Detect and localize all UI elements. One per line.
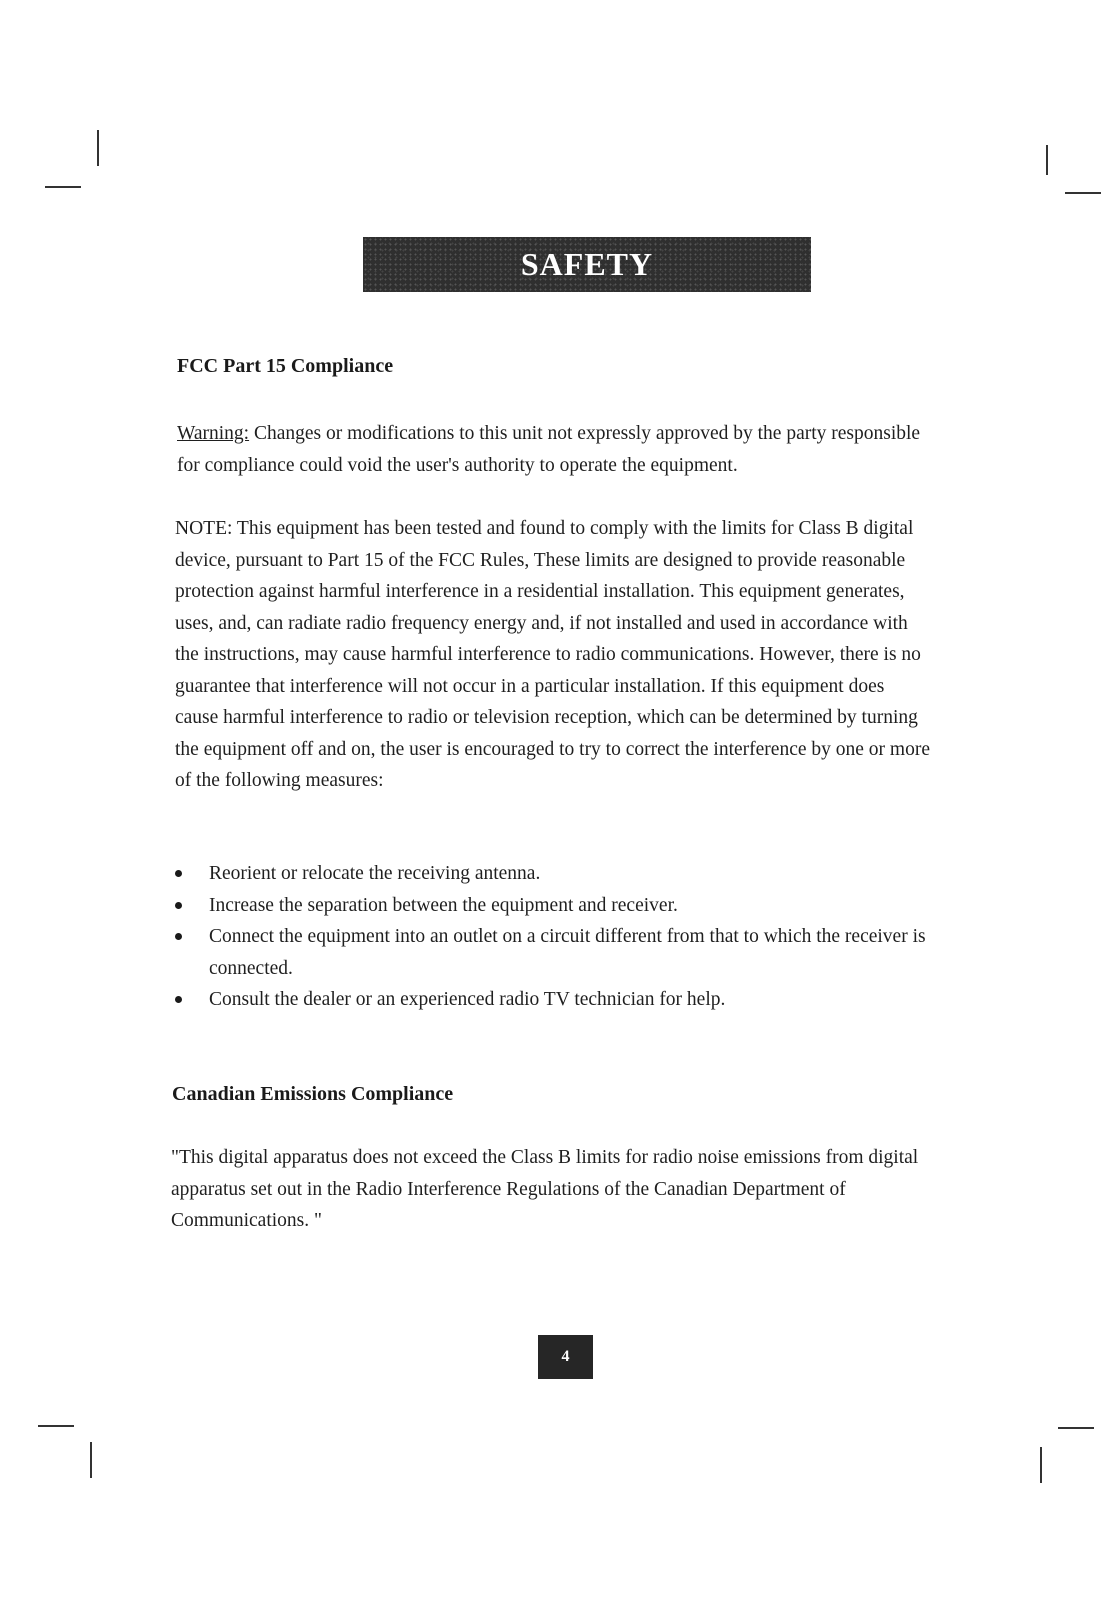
measure-text: Consult the dealer or an experienced radio TV technician for help. <box>209 989 726 1010</box>
crop-mark-top-right-horizontal <box>1065 192 1101 194</box>
crop-mark-top-right-vertical <box>1046 145 1048 175</box>
measure-text: Connect the equipment into an outlet on a circuit different from that to which the receiver is connected. <box>209 926 926 979</box>
fcc-heading: FCC Part 15 Compliance <box>177 355 394 377</box>
measure-text: Reorient or relocate the receiving antenna. <box>209 863 541 884</box>
bullet-icon <box>175 902 182 909</box>
warning-label: Warning: <box>177 423 250 444</box>
list-item <box>172 921 932 984</box>
crop-mark-bottom-right-vertical <box>1040 1447 1042 1483</box>
bullet-icon <box>175 870 182 877</box>
measures-list <box>172 858 932 1016</box>
canada-paragraph: "This digital apparatus does not exceed the Class B limits for radio noise emissions from digital apparatus set out in the Radio Interference Regulations of the Canadian Department of Communications. " <box>171 1147 919 1231</box>
measure-text: Increase the separation between the equipment and receiver. <box>209 894 678 916</box>
list-item <box>172 858 932 890</box>
list-item <box>172 984 932 1016</box>
list-item <box>172 890 932 922</box>
page-number: 4 <box>538 1335 593 1379</box>
crop-mark-bottom-right-horizontal <box>1058 1427 1094 1429</box>
crop-mark-bottom-left-vertical <box>90 1442 92 1478</box>
canada-heading: Canadian Emissions Compliance <box>172 1083 454 1105</box>
fcc-warning-paragraph <box>177 418 947 481</box>
bullet-icon <box>175 996 182 1003</box>
warning-text: Changes or modifications to this unit not expressly approved by the party responsible for compliance could void the user's authority to operate the equipment. <box>177 423 921 476</box>
fcc-note-paragraph: NOTE: This equipment has been tested and found to comply with the limits for Class B digital device, pursuant to Part 15 of the FCC Rules, These limits are designed to provide reasonable protection against harmful interference in a residential installation. This equipment generates, uses, and, can radiate radio frequency energy and, if not installed and used in accordance with the instructions, may cause harmful interference to radio communications. However, there is no guarantee that interference will not occur in a particular installation. If this equipment does cause harmful interference to radio or television reception, which can be determined by turning the equipment off and on, the user is encouraged to try to correct the interference by one or more of the following measures: <box>175 518 930 791</box>
crop-mark-top-left-vertical <box>97 130 99 166</box>
bullet-icon <box>175 933 182 940</box>
crop-mark-top-left-horizontal <box>45 186 81 188</box>
section-banner: SAFETY <box>363 237 811 292</box>
crop-mark-bottom-left-horizontal <box>38 1425 74 1427</box>
